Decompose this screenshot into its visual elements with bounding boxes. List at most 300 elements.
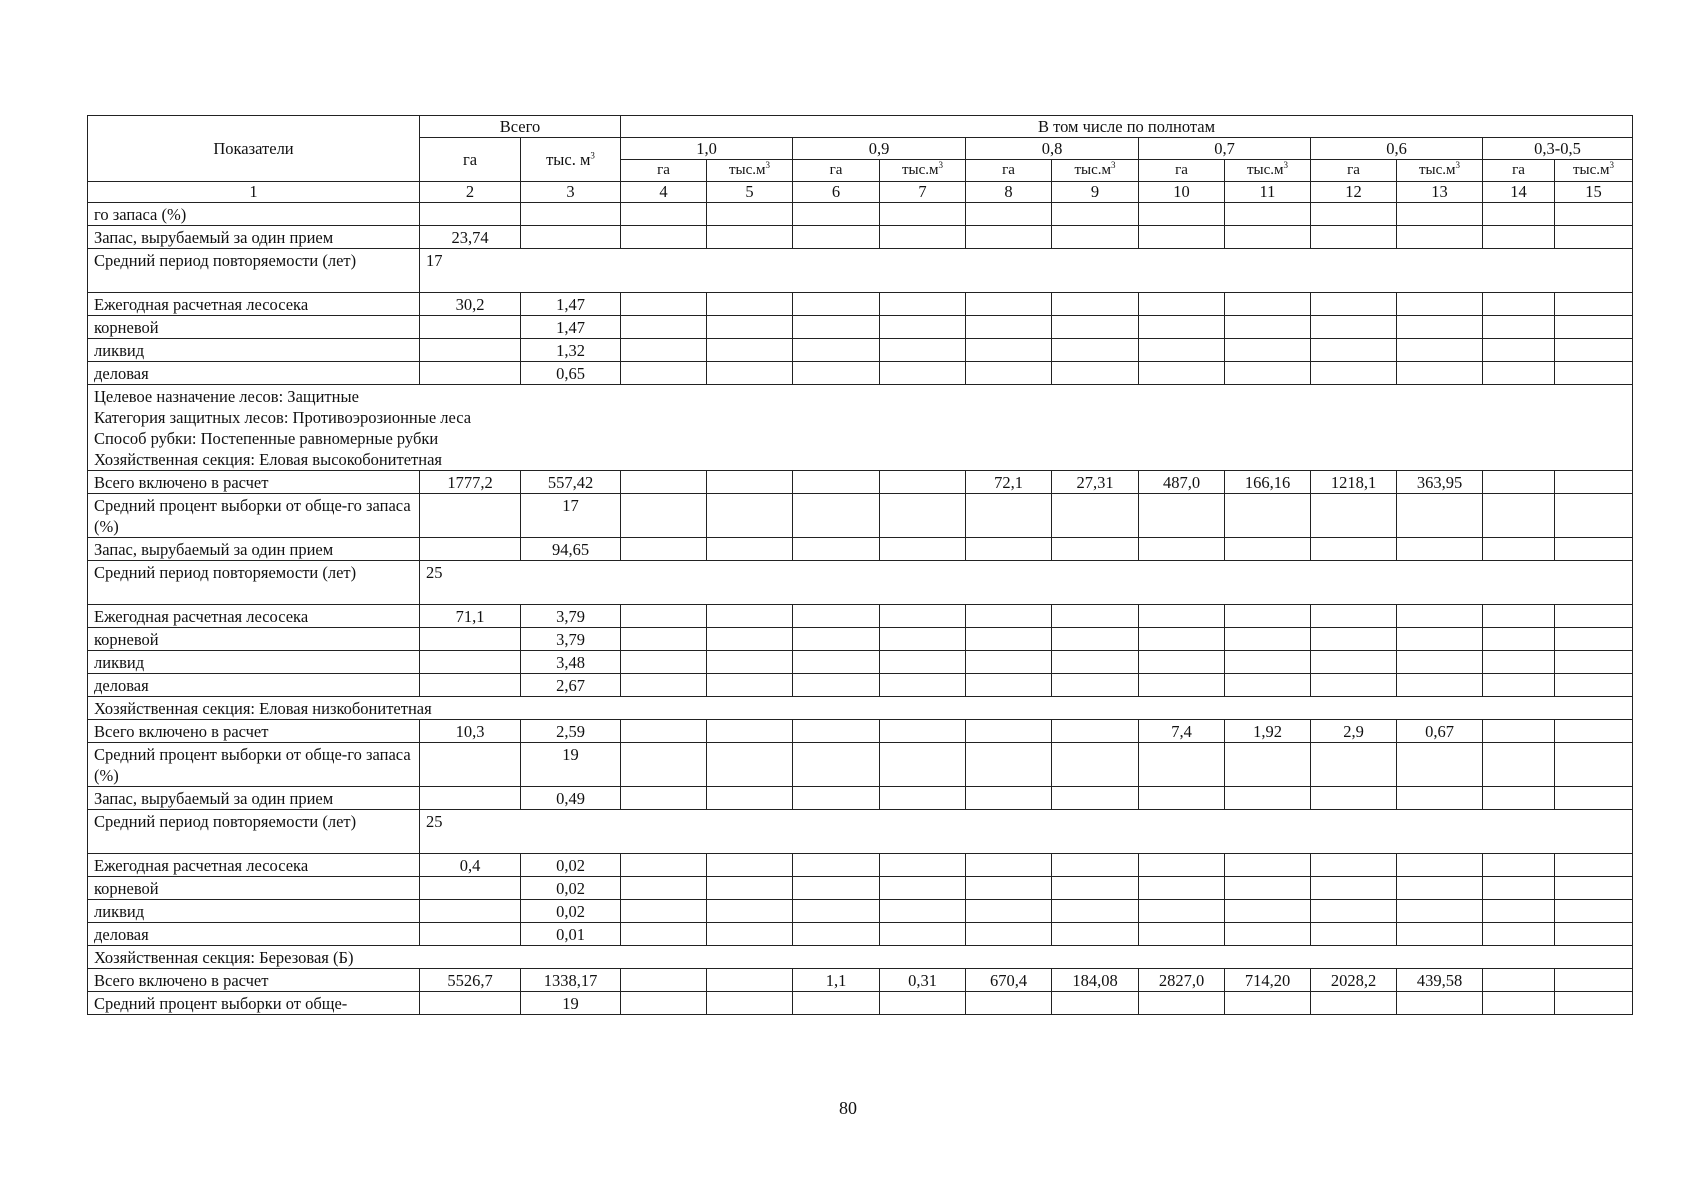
column-number: 9 [1052,182,1139,203]
table-row [88,743,1633,787]
cell-value [1052,293,1139,316]
cell-value [621,674,707,697]
cell-value [1483,362,1555,385]
cell-value [1311,226,1397,249]
cell-value [1139,923,1225,946]
row-label: Средний процент выборки от обще-го запаса (%) [88,494,420,538]
cell-value [1555,316,1633,339]
cell-value [621,293,707,316]
header-unit-ha: га [966,160,1052,182]
cell-value [621,877,707,900]
cell-value [1311,900,1397,923]
cell-value [1555,628,1633,651]
cell-value [966,923,1052,946]
section-heading [88,697,1633,720]
column-number: 7 [880,182,966,203]
cell-value [1225,787,1311,810]
row-label: Средний процент выборки от обще- [88,992,420,1015]
row-label: Запас, вырубаемый за один прием [88,787,420,810]
cell-value [1139,605,1225,628]
cell-value [1225,628,1311,651]
cell-value [707,362,793,385]
cell-value [420,339,521,362]
cell-value [420,538,521,561]
section-heading [88,946,1633,969]
cell-value: 0,49 [521,787,621,810]
cell-value [1555,226,1633,249]
header-unit-ha: га [621,160,707,182]
cell-value [420,674,521,697]
cell-value [1052,494,1139,538]
cell-value: 670,4 [966,969,1052,992]
cell-value [1139,494,1225,538]
cell-value [420,628,521,651]
cell-value [1225,316,1311,339]
cell-value: 94,65 [521,538,621,561]
cell-value [966,628,1052,651]
cell-value [1311,628,1397,651]
cell-value [1483,471,1555,494]
cell-value [1225,900,1311,923]
table-row [88,494,1633,538]
cell-value [966,900,1052,923]
forest-allowance-table [87,115,1633,1015]
cell-value [1225,293,1311,316]
row-label: ликвид [88,651,420,674]
cell-value [1555,203,1633,226]
column-number: 4 [621,182,707,203]
row-label: корневой [88,877,420,900]
table-row [88,946,1633,969]
cell-value: 2028,2 [1311,969,1397,992]
cell-value: 3,79 [521,605,621,628]
cell-value [793,316,880,339]
cell-value [621,362,707,385]
cell-value [1139,226,1225,249]
document-page [87,115,1632,1015]
cell-value [1397,293,1483,316]
cell-value [621,900,707,923]
cell-value [880,316,966,339]
cell-value [793,339,880,362]
cell-value [621,605,707,628]
cell-value [1225,605,1311,628]
row-label: Запас, вырубаемый за один прием [88,226,420,249]
cell-value [880,720,966,743]
cell-value [1397,992,1483,1015]
cell-value [621,203,707,226]
cell-value [880,203,966,226]
cell-value [1139,293,1225,316]
section-heading [88,385,1633,471]
cell-value [707,471,793,494]
cell-value [1555,293,1633,316]
cell-value: 7,4 [1139,720,1225,743]
cell-value: 19 [521,992,621,1015]
cell-value [521,226,621,249]
cell-value [880,605,966,628]
table-row [88,674,1633,697]
cell-value [1397,923,1483,946]
cell-value [1225,203,1311,226]
cell-value [1555,471,1633,494]
cell-value [1052,651,1139,674]
cell-value [793,923,880,946]
row-label: корневой [88,628,420,651]
table-row [88,900,1633,923]
table-row [88,293,1633,316]
cell-value [707,628,793,651]
cell-value [966,651,1052,674]
cell-value [1483,628,1555,651]
cell-value [1555,605,1633,628]
cell-value [1311,203,1397,226]
cell-value: 0,02 [521,900,621,923]
header-density: 0,3-0,5 [1483,138,1633,160]
cell-value [420,203,521,226]
cell-value [793,203,880,226]
cell-value [1052,226,1139,249]
row-label: Средний процент выборки от обще-го запаса (%) [88,743,420,787]
row-label: деловая [88,674,420,697]
cell-value [1311,362,1397,385]
table-row [88,538,1633,561]
header-total-ha: га [420,138,521,182]
cell-value [1225,226,1311,249]
cell-value [1483,538,1555,561]
header-unit-ha: га [1311,160,1397,182]
cell-value: 1,92 [1225,720,1311,743]
cell-value [1139,674,1225,697]
header-by-density: В том числе по полнотам [621,116,1633,138]
cell-value [880,900,966,923]
cell-value [793,674,880,697]
cell-value [1555,787,1633,810]
cell-value [420,494,521,538]
section-line: Способ рубки: Постепенные равномерные рубки [94,429,439,448]
section-line: Хозяйственная секция: Еловая высокобонитетная [94,450,442,469]
cell-value [1311,923,1397,946]
cell-value [420,651,521,674]
column-number: 5 [707,182,793,203]
cell-value [1397,362,1483,385]
cell-value [1483,651,1555,674]
cell-value [793,787,880,810]
cell-value [1555,877,1633,900]
cell-value [621,720,707,743]
cell-value: 0,02 [521,854,621,877]
cell-value [966,605,1052,628]
cell-value [1052,877,1139,900]
cell-value [1052,362,1139,385]
cell-value [1139,339,1225,362]
header-unit-volume: $тыс.м^3$ [707,160,793,182]
cell-value [1225,674,1311,697]
cell-value [1483,494,1555,538]
cell-value: 30,2 [420,293,521,316]
cell-value [621,316,707,339]
cell-value [621,339,707,362]
cell-value [1225,923,1311,946]
cell-value [1483,969,1555,992]
cell-value [793,293,880,316]
cell-value [793,605,880,628]
cell-value [966,203,1052,226]
cell-value [1555,992,1633,1015]
cell-value [707,923,793,946]
cell-value [1311,877,1397,900]
cell-value [966,877,1052,900]
cell-value [793,471,880,494]
cell-value [1483,226,1555,249]
row-label: Средний период повторяемости (лет) [88,249,420,293]
cell-value [1052,316,1139,339]
cell-value [1483,923,1555,946]
cell-value [1483,316,1555,339]
row-label: Всего включено в расчет [88,471,420,494]
cell-value [880,923,966,946]
table-row [88,810,1633,854]
header-unit-volume: $тыс.м^3$ [1225,160,1311,182]
cell-value [1483,877,1555,900]
row-label: Запас, вырубаемый за один прием [88,538,420,561]
header-indicators: Показатели [88,116,420,182]
cell-value: 27,31 [1052,471,1139,494]
cell-value [1139,877,1225,900]
cell-value [793,743,880,787]
table-row [88,992,1633,1015]
column-number: 11 [1225,182,1311,203]
cell-value [793,651,880,674]
cell-value [707,605,793,628]
column-number: 3 [521,182,621,203]
cell-value [793,494,880,538]
cell-value [1139,992,1225,1015]
header-density: 0,6 [1311,138,1483,160]
cell-value: 363,95 [1397,471,1483,494]
cell-value: 1338,17 [521,969,621,992]
cell-value [420,992,521,1015]
cell-value [793,877,880,900]
cell-value [880,494,966,538]
header-total: Всего [420,116,621,138]
row-label: деловая [88,923,420,946]
cell-value [621,471,707,494]
table-row [88,339,1633,362]
cell-value [1311,293,1397,316]
cell-value [880,226,966,249]
cell-value [1139,203,1225,226]
header-total-volume: тыс. $м^3$ [521,138,621,182]
header-unit-volume: $тыс.м^3$ [880,160,966,182]
cell-value [1225,743,1311,787]
cell-value [1052,605,1139,628]
column-number: 10 [1139,182,1225,203]
column-number: 1 [88,182,420,203]
column-number: 2 [420,182,521,203]
cell-value [793,226,880,249]
table-row [88,362,1633,385]
cell-value [707,316,793,339]
cell-value [707,854,793,877]
cell-value [1139,787,1225,810]
row-label: го запаса (%) [88,203,420,226]
cell-value: 3,48 [521,651,621,674]
cell-value [966,854,1052,877]
page-number: 80 [839,1098,857,1118]
cell-value [1225,877,1311,900]
cell-value [707,720,793,743]
cell-value [1397,605,1483,628]
column-number: 14 [1483,182,1555,203]
cell-value [1555,651,1633,674]
cell-value [966,293,1052,316]
cell-value [1555,854,1633,877]
table-body [88,203,1633,1015]
cell-value [1052,743,1139,787]
cell-value [880,293,966,316]
cell-value [1397,900,1483,923]
cell-value [707,538,793,561]
row-label: Ежегодная расчетная лесосека [88,854,420,877]
cell-value: 5526,7 [420,969,521,992]
cell-value [1483,203,1555,226]
cell-value [793,538,880,561]
cell-value: 0,01 [521,923,621,946]
cell-value [793,854,880,877]
table-row [88,249,1633,293]
cell-value [1311,339,1397,362]
cell-value [880,787,966,810]
cell-value: 714,20 [1225,969,1311,992]
column-number: 13 [1397,182,1483,203]
cell-value [966,316,1052,339]
cell-value: 1,47 [521,316,621,339]
cell-value [1139,362,1225,385]
cell-value [621,969,707,992]
cell-value [1225,362,1311,385]
cell-value [966,720,1052,743]
cell-value [1483,293,1555,316]
cell-value [707,743,793,787]
cell-value [521,203,621,226]
cell-value: 10,3 [420,720,521,743]
cell-value [1555,969,1633,992]
cell-value [707,651,793,674]
header-density: 0,7 [1139,138,1311,160]
cell-value [1139,900,1225,923]
cell-value: 2827,0 [1139,969,1225,992]
cell-value [966,674,1052,697]
cell-value [1555,494,1633,538]
cell-value [420,787,521,810]
row-label: Всего включено в расчет [88,969,420,992]
row-span-value: 25 [420,561,1633,605]
cell-value [707,877,793,900]
cell-value [621,787,707,810]
cell-value [621,494,707,538]
cell-value [1225,339,1311,362]
row-span-value: 25 [420,810,1633,854]
header-unit-ha: га [793,160,880,182]
cell-value [880,628,966,651]
cell-value [707,992,793,1015]
cell-value [1555,339,1633,362]
column-number: 8 [966,182,1052,203]
cell-value: 0,02 [521,877,621,900]
cell-value [621,538,707,561]
cell-value [707,494,793,538]
cell-value: 1,1 [793,969,880,992]
cell-value [1397,651,1483,674]
cell-value [621,651,707,674]
cell-value [1397,203,1483,226]
cell-value [707,203,793,226]
cell-value [1483,605,1555,628]
table-row [88,923,1633,946]
cell-value [880,362,966,385]
cell-value [1397,854,1483,877]
cell-value [966,339,1052,362]
cell-value [1225,992,1311,1015]
cell-value [1052,674,1139,697]
cell-value [1052,538,1139,561]
table-row [88,877,1633,900]
cell-value [1397,316,1483,339]
row-label: Средний период повторяемости (лет) [88,561,420,605]
header-unit-volume: $тыс.м^3$ [1052,160,1139,182]
cell-value [1555,900,1633,923]
table-row [88,969,1633,992]
cell-value [707,339,793,362]
cell-value [1052,339,1139,362]
table-row [88,605,1633,628]
cell-value [1311,538,1397,561]
header-density: 0,9 [793,138,966,160]
cell-value [793,992,880,1015]
cell-value [793,900,880,923]
cell-value [793,720,880,743]
row-label: ликвид [88,900,420,923]
cell-value [1555,674,1633,697]
column-number: 6 [793,182,880,203]
cell-value [966,992,1052,1015]
row-label: корневой [88,316,420,339]
cell-value [1311,743,1397,787]
cell-value [1397,674,1483,697]
cell-value [1483,900,1555,923]
cell-value [707,969,793,992]
cell-value [1483,720,1555,743]
cell-value: 17 [521,494,621,538]
cell-value [1225,651,1311,674]
cell-value [1483,787,1555,810]
cell-value: 1,47 [521,293,621,316]
column-number: 15 [1555,182,1633,203]
cell-value [621,992,707,1015]
cell-value [1397,787,1483,810]
cell-value [707,787,793,810]
table-row [88,854,1633,877]
cell-value [793,362,880,385]
column-number-row [88,182,1633,203]
cell-value: 2,67 [521,674,621,697]
cell-value [1139,628,1225,651]
cell-value [880,471,966,494]
cell-value [1311,787,1397,810]
row-label: Ежегодная расчетная лесосека [88,293,420,316]
cell-value [966,538,1052,561]
